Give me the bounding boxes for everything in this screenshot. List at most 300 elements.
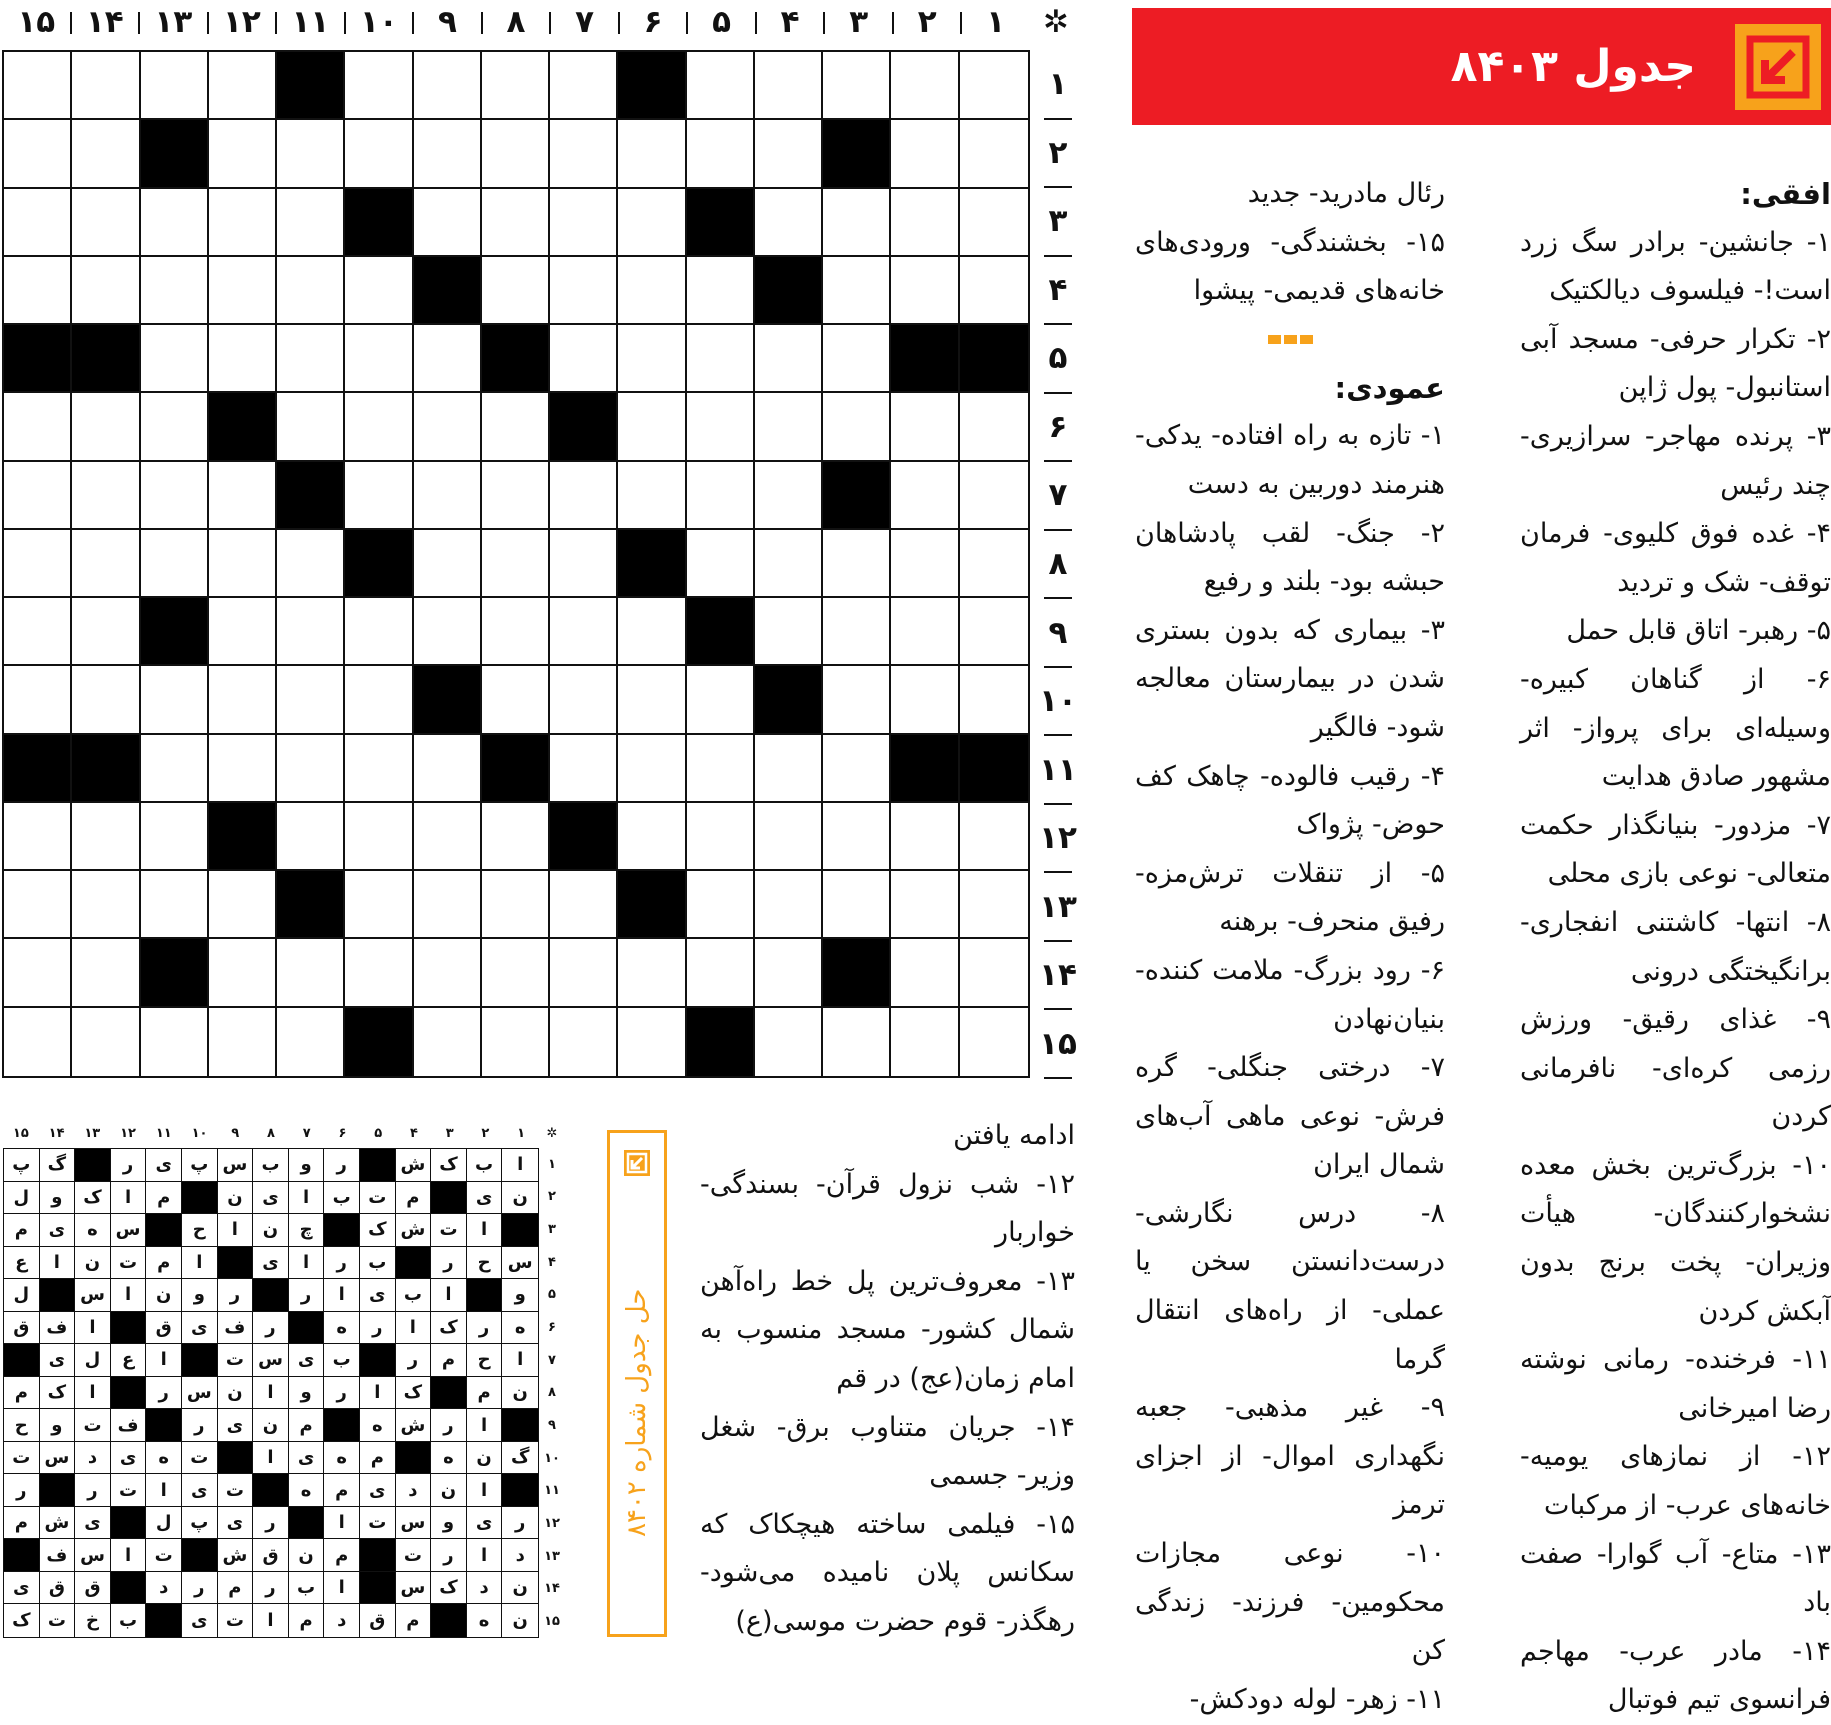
- grid-cell: [141, 52, 209, 120]
- grid-cell: [4, 120, 72, 188]
- column-number: ۱۱: [291, 4, 330, 40]
- solution-letter-cell: ر: [253, 1572, 289, 1605]
- grid-cell: [891, 1008, 959, 1076]
- row-number: ۱۱: [1039, 751, 1077, 788]
- grid-cell: [482, 871, 550, 939]
- grid-cell: [823, 189, 891, 257]
- grid-cell: [960, 530, 1028, 598]
- solution-letter-cell: م: [467, 1377, 503, 1410]
- solution-letter-cell: ت: [360, 1182, 396, 1215]
- solution-letter-cell: و: [40, 1182, 76, 1215]
- column-separator: [686, 12, 688, 34]
- grid-cell: [72, 598, 140, 666]
- solution-letter-cell: ه: [324, 1442, 360, 1475]
- solution-letter-cell: س: [111, 1214, 147, 1247]
- solution-corner-star: ✲: [546, 1125, 558, 1141]
- solution-letter-cell: ح: [4, 1409, 40, 1442]
- solution-row-number: ۱۰: [544, 1450, 560, 1466]
- grid-cell: [687, 666, 755, 734]
- solution-letter-cell: و: [182, 1279, 218, 1312]
- solution-letter-cell: ن: [502, 1604, 538, 1637]
- solution-letter-cell: ن: [467, 1442, 503, 1475]
- solution-letter-cell: ر: [467, 1312, 503, 1345]
- solution-black-cell: [289, 1312, 325, 1345]
- grid-cell: [960, 257, 1028, 325]
- row-number: ۱۵: [1039, 1025, 1077, 1062]
- grid-cell: [550, 530, 618, 598]
- clue-item: ۱۲- از نمازهای یومیه- خانه‌های عرب- از مرکبات: [1520, 1441, 1831, 1522]
- black-cell: [823, 462, 891, 530]
- crossword-row-header: [1040, 50, 1076, 1078]
- grid-cell: [618, 666, 686, 734]
- column-separator: [549, 12, 551, 34]
- solution-letter-cell: ا: [467, 1474, 503, 1507]
- row-number: ۳: [1048, 203, 1068, 240]
- grid-cell: [209, 598, 277, 666]
- grid-cell: [960, 52, 1028, 120]
- row-number: ۷: [1048, 477, 1068, 514]
- solution-letter-cell: ح: [467, 1247, 503, 1280]
- solution-black-cell: [111, 1312, 147, 1345]
- grid-cell: [687, 393, 755, 461]
- grid-cell: [960, 393, 1028, 461]
- grid-cell: [482, 939, 550, 1007]
- solution-column-number: ۱۰: [191, 1125, 208, 1141]
- grid-cell: [414, 871, 482, 939]
- clue-item: ۳- بیماری که بدون بستری شدن در بیمارستان معالجه شود- فالگیر: [1135, 614, 1445, 743]
- solution-letter-cell: ی: [4, 1572, 40, 1605]
- solution-letter-cell: ا: [324, 1507, 360, 1540]
- grid-cell: [4, 462, 72, 530]
- solution-letter-cell: ا: [467, 1214, 503, 1247]
- solution-black-cell: [360, 1572, 396, 1605]
- solution-letter-cell: ه: [324, 1312, 360, 1345]
- column-number: ۵: [712, 4, 732, 40]
- grid-cell: [72, 939, 140, 1007]
- arrow-down-left-icon: [623, 1149, 651, 1177]
- grid-cell: [550, 735, 618, 803]
- solution-black-cell: [324, 1409, 360, 1442]
- solution-row-number: ۹: [548, 1418, 556, 1434]
- horizontal-heading: افقی:: [1740, 177, 1831, 211]
- grid-cell: [345, 666, 413, 734]
- solution-row-number: ۱۲: [544, 1516, 560, 1532]
- black-cell: [414, 666, 482, 734]
- solution-letter-cell: ر: [502, 1507, 538, 1540]
- grid-cell: [72, 666, 140, 734]
- row-number: ۸: [1048, 545, 1068, 582]
- grid-cell: [72, 871, 140, 939]
- solution-letter-cell: ر: [431, 1539, 467, 1572]
- solution-column-header: [3, 1122, 563, 1144]
- black-cell: [618, 530, 686, 598]
- solution-black-cell: [111, 1377, 147, 1410]
- grid-cell: [277, 666, 345, 734]
- column-number: ۱۲: [222, 4, 261, 40]
- row-separator: [1044, 1077, 1072, 1079]
- column-separator: [70, 12, 72, 34]
- clue-item: ۱- تازه به راه افتاده- یدکی- هنرمند دوربین به دست: [1135, 420, 1445, 500]
- solution-letter-cell: ب: [324, 1344, 360, 1377]
- grid-cell: [345, 871, 413, 939]
- grid-cell: [414, 939, 482, 1007]
- grid-cell: [209, 325, 277, 393]
- solution-letter-cell: ن: [253, 1409, 289, 1442]
- grid-cell: [414, 735, 482, 803]
- solution-letter-cell: ی: [40, 1214, 76, 1247]
- grid-cell: [618, 735, 686, 803]
- solution-black-cell: [182, 1182, 218, 1215]
- separator-dots: [1135, 316, 1445, 364]
- grid-cell: [345, 939, 413, 1007]
- grid-cell: [755, 52, 823, 120]
- black-cell: [618, 52, 686, 120]
- solution-letter-cell: ا: [111, 1182, 147, 1215]
- black-cell: [891, 325, 959, 393]
- grid-cell: [891, 257, 959, 325]
- solution-letter-cell: ش: [40, 1507, 76, 1540]
- solution-letter-cell: ا: [75, 1312, 111, 1345]
- solution-letter-cell: ش: [218, 1539, 254, 1572]
- black-cell: [141, 120, 209, 188]
- solution-letter-cell: ر: [431, 1247, 467, 1280]
- black-cell: [482, 735, 550, 803]
- grid-cell: [277, 735, 345, 803]
- corner-star: ✲: [1043, 4, 1069, 40]
- black-cell: [345, 530, 413, 598]
- row-number: ۶: [1048, 408, 1068, 445]
- solution-black-cell: [4, 1344, 40, 1377]
- solution-black-cell: [360, 1539, 396, 1572]
- grid-cell: [687, 325, 755, 393]
- grid-cell: [209, 120, 277, 188]
- solution-black-cell: [182, 1344, 218, 1377]
- solution-black-cell: [289, 1507, 325, 1540]
- solution-letter-cell: ش: [396, 1409, 432, 1442]
- solution-letter-cell: ا: [146, 1474, 182, 1507]
- solution-letter-cell: م: [289, 1409, 325, 1442]
- clue-item: ۱- جانشین- برادر سگ زرد است!- فیلسوف دیالکتیک: [1520, 226, 1831, 307]
- solution-letter-cell: ن: [253, 1214, 289, 1247]
- black-cell: [4, 735, 72, 803]
- black-cell: [550, 803, 618, 871]
- grid-cell: [755, 530, 823, 598]
- grid-cell: [277, 1008, 345, 1076]
- solution-letter-cell: ا: [146, 1344, 182, 1377]
- grid-cell: [209, 462, 277, 530]
- solution-letter-cell: ه: [75, 1214, 111, 1247]
- solution-black-cell: [218, 1247, 254, 1280]
- solution-letter-cell: ب: [289, 1572, 325, 1605]
- grid-cell: [141, 666, 209, 734]
- grid-cell: [141, 189, 209, 257]
- solution-letter-cell: س: [182, 1377, 218, 1410]
- grid-cell: [891, 189, 959, 257]
- solution-letter-cell: ی: [218, 1409, 254, 1442]
- solution-letter-cell: ت: [111, 1474, 147, 1507]
- clue-item: ۱۰- بزرگ‌ترین بخش معده نشخوارکنندگان- هیأت وزیران- پخت برنج بدون آبکش کردن: [1520, 1149, 1831, 1327]
- solution-letter-cell: ت: [182, 1442, 218, 1475]
- grid-cell: [414, 325, 482, 393]
- grid-cell: [550, 257, 618, 325]
- grid-cell: [277, 120, 345, 188]
- grid-cell: [141, 530, 209, 598]
- solution-column-number: ۳: [445, 1125, 454, 1141]
- black-cell: [345, 1008, 413, 1076]
- black-cell: [482, 325, 550, 393]
- solution-black-cell: [360, 1149, 396, 1182]
- solution-black-cell: [111, 1507, 147, 1540]
- column-separator: [207, 12, 209, 34]
- solution-letter-cell: ی: [253, 1182, 289, 1215]
- grid-cell: [482, 666, 550, 734]
- black-cell: [960, 325, 1028, 393]
- black-cell: [277, 462, 345, 530]
- grid-cell: [823, 598, 891, 666]
- solution-letter-cell: ت: [40, 1604, 76, 1637]
- solution-black-cell: [40, 1279, 76, 1312]
- solution-letter-cell: ا: [324, 1572, 360, 1605]
- column-number: ۹: [437, 4, 457, 40]
- grid-cell: [891, 939, 959, 1007]
- grid-cell: [277, 393, 345, 461]
- clue-item: ۳- پرنده مهاجر- سرازیری- چند رئیس: [1520, 420, 1831, 501]
- black-cell: [550, 393, 618, 461]
- column-separator: [755, 12, 757, 34]
- column-separator: [138, 12, 140, 34]
- solution-letter-cell: م: [4, 1377, 40, 1410]
- row-number: ۱۰: [1039, 683, 1077, 720]
- horizontal-clue-list: [1520, 219, 1831, 1725]
- solution-letter-cell: ه: [467, 1604, 503, 1637]
- grid-cell: [4, 52, 72, 120]
- grid-cell: [345, 257, 413, 325]
- solution-black-cell: [431, 1377, 467, 1410]
- solution-letter-cell: س: [75, 1279, 111, 1312]
- solution-letter-cell: ا: [40, 1247, 76, 1280]
- grid-cell: [345, 120, 413, 188]
- grid-cell: [960, 939, 1028, 1007]
- grid-cell: [414, 462, 482, 530]
- grid-cell: [482, 462, 550, 530]
- grid-cell: [414, 189, 482, 257]
- column-number: ۱۳: [154, 4, 193, 40]
- column-number: ۱۴: [85, 4, 124, 40]
- solution-letter-cell: ب: [253, 1149, 289, 1182]
- solution-letter-cell: ح: [467, 1344, 503, 1377]
- solution-letter-cell: ا: [360, 1377, 396, 1410]
- solution-letter-cell: م: [4, 1507, 40, 1540]
- grid-cell: [755, 598, 823, 666]
- grid-cell: [482, 120, 550, 188]
- solution-black-cell: [502, 1409, 538, 1442]
- black-cell: [687, 598, 755, 666]
- grid-cell: [482, 1008, 550, 1076]
- clue-item: ۱۵- فیلمی ساخته هیچکاک که سکانس پلان نامیده می‌شود- رهگذر- قوم حضرت موسی(ع): [700, 1508, 1075, 1637]
- solution-black-cell: [502, 1214, 538, 1247]
- grid-cell: [209, 52, 277, 120]
- solution-column-number: ۱۳: [84, 1125, 101, 1141]
- clue-item: ۱۱- فرخنده- رمانی نوشته رضا امیرخانی: [1520, 1344, 1831, 1424]
- solution-column-number: ۲: [481, 1125, 490, 1141]
- solution-letter-cell: ر: [253, 1507, 289, 1540]
- solution-letter-cell: خ: [75, 1604, 111, 1637]
- black-cell: [891, 735, 959, 803]
- solution-letter-cell: د: [502, 1539, 538, 1572]
- grid-cell: [550, 666, 618, 734]
- grid-cell: [823, 871, 891, 939]
- solution-letter-cell: ا: [253, 1377, 289, 1410]
- grid-cell: [960, 1008, 1028, 1076]
- grid-cell: [550, 462, 618, 530]
- solution-black-cell: [4, 1539, 40, 1572]
- grid-cell: [414, 1008, 482, 1076]
- clue-item: ۱۱- زهر- لوله دودکش-: [1189, 1683, 1445, 1715]
- column-number: ۸: [506, 4, 526, 40]
- solution-black-cell: [431, 1604, 467, 1637]
- solution-letter-cell: ب: [467, 1149, 503, 1182]
- grid-cell: [209, 1008, 277, 1076]
- solution-letter-cell: و: [431, 1507, 467, 1540]
- grid-cell: [618, 393, 686, 461]
- black-cell: [755, 257, 823, 325]
- grid-cell: [72, 1008, 140, 1076]
- column-separator: [275, 12, 277, 34]
- column-separator: [481, 12, 483, 34]
- clue-item: ۲- جنگ- لقب پادشاهان حبشه بود- بلند و رفیع: [1135, 517, 1445, 598]
- vertical-clues-continuation: [700, 1112, 1075, 1654]
- solution-letter-cell: ر: [324, 1247, 360, 1280]
- solution-letter-cell: ه: [146, 1442, 182, 1475]
- clue-item: ۴- غده فوق کلیوی- فرمان توقف- شک و تردید: [1520, 518, 1831, 598]
- grid-cell: [72, 462, 140, 530]
- solution-letter-cell: ک: [75, 1182, 111, 1215]
- solution-letter-cell: ر: [324, 1377, 360, 1410]
- solution-black-cell: [40, 1474, 76, 1507]
- solution-letter-cell: ش: [396, 1149, 432, 1182]
- solution-letter-cell: م: [218, 1572, 254, 1605]
- solution-letter-cell: ت: [75, 1409, 111, 1442]
- clue-item: ادامه یافتن: [953, 1120, 1075, 1151]
- grid-cell: [891, 803, 959, 871]
- solution-column-number: ۱۴: [48, 1125, 65, 1141]
- black-cell: [755, 666, 823, 734]
- solution-row-number: ۱۳: [544, 1548, 560, 1564]
- grid-cell: [72, 52, 140, 120]
- solution-row-number: ۴: [548, 1254, 556, 1270]
- solution-letter-cell: ه: [289, 1474, 325, 1507]
- grid-cell: [4, 393, 72, 461]
- solution-row-number: ۸: [548, 1385, 556, 1401]
- solution-letter-cell: ت: [218, 1344, 254, 1377]
- clue-item: ۱۴- مادر عرب- مهاجم فرانسوی تیم فوتبال: [1520, 1635, 1831, 1716]
- clue-item: ۶- از گناهان کبیره- وسیله‌ای برای پرواز- اثر مشهور صادق هدایت: [1520, 663, 1831, 793]
- solution-letter-cell: ه: [502, 1312, 538, 1345]
- solution-grid: [3, 1148, 539, 1638]
- grid-cell: [823, 52, 891, 120]
- solution-letter-cell: ر: [182, 1572, 218, 1605]
- solution-letter-cell: ل: [4, 1279, 40, 1312]
- solution-letter-cell: ی: [146, 1149, 182, 1182]
- solution-black-cell: [146, 1604, 182, 1637]
- column-number: ۱: [986, 4, 1006, 40]
- clue-item: ۷- مزدور- بنیانگذار حکمت متعالی- نوعی بازی محلی: [1520, 809, 1831, 890]
- vertical-clue-list: [1135, 412, 1445, 1724]
- grid-cell: [141, 1008, 209, 1076]
- solution-letter-cell: ک: [431, 1312, 467, 1345]
- crossword-grid: [2, 50, 1030, 1078]
- solution-letter-cell: ا: [75, 1377, 111, 1410]
- row-number: ۱: [1048, 66, 1068, 103]
- solution-black-cell: [431, 1182, 467, 1215]
- solution-letter-cell: ک: [431, 1149, 467, 1182]
- grid-cell: [482, 393, 550, 461]
- solution-column-number: ۱۵: [12, 1125, 29, 1141]
- grid-cell: [414, 598, 482, 666]
- solution-letter-cell: ا: [218, 1214, 254, 1247]
- arrow-down-left-icon: [1735, 24, 1821, 110]
- column-number: ۱۰: [360, 4, 398, 40]
- grid-cell: [345, 462, 413, 530]
- row-number: ۲: [1048, 134, 1068, 171]
- solution-row-number: ۱۵: [544, 1614, 560, 1630]
- solution-letter-cell: ق: [146, 1312, 182, 1345]
- solution-letter-cell: ی: [218, 1507, 254, 1540]
- grid-cell: [550, 939, 618, 1007]
- grid-cell: [755, 735, 823, 803]
- solution-black-cell: [467, 1279, 503, 1312]
- solution-letter-cell: ا: [111, 1279, 147, 1312]
- solution-letter-cell: ا: [324, 1279, 360, 1312]
- solution-column-number: ۱: [517, 1125, 526, 1141]
- solution-letter-cell: ا: [396, 1312, 432, 1345]
- clue-item: ۴- رقیب فالوده- چاهک کف حوض- پژواک: [1135, 760, 1445, 841]
- solution-row-number: ۲: [548, 1189, 556, 1205]
- solution-letter-cell: س: [396, 1572, 432, 1605]
- solution-letter-cell: ق: [4, 1312, 40, 1345]
- solution-row-number: ۳: [548, 1222, 556, 1238]
- grid-cell: [4, 598, 72, 666]
- solution-black-cell: [396, 1442, 432, 1475]
- solution-black-cell: [218, 1442, 254, 1475]
- row-number: ۴: [1048, 271, 1068, 308]
- solution-letter-cell: ل: [4, 1182, 40, 1215]
- grid-cell: [755, 871, 823, 939]
- clue-item: ۱۴- جریان متناوب برق- شغل وزیر- جسمی: [700, 1411, 1075, 1492]
- clue-item: ۱۲- شب نزول قرآن- بسندگی- خواربار: [700, 1168, 1075, 1249]
- row-number: ۱۴: [1039, 957, 1077, 994]
- black-cell: [414, 257, 482, 325]
- solution-letter-cell: ا: [467, 1539, 503, 1572]
- solution-letter-cell: م: [324, 1539, 360, 1572]
- grid-cell: [141, 735, 209, 803]
- solution-letter-cell: ک: [396, 1377, 432, 1410]
- column-number: ۴: [780, 4, 800, 40]
- grid-cell: [72, 189, 140, 257]
- grid-cell: [277, 530, 345, 598]
- solution-letter-cell: د: [324, 1604, 360, 1637]
- grid-cell: [755, 189, 823, 257]
- solution-letter-cell: ف: [40, 1539, 76, 1572]
- clue-item: ۱۳- متاع- آب گوارا- صفت باد: [1520, 1538, 1831, 1619]
- clue-item: ۱۰- نوعی مجازات محکومین- فرزند- زندگی کن: [1135, 1538, 1445, 1667]
- grid-cell: [823, 393, 891, 461]
- grid-cell: [891, 530, 959, 598]
- solution-letter-cell: د: [396, 1474, 432, 1507]
- solution-letter-cell: ن: [431, 1474, 467, 1507]
- grid-cell: [755, 939, 823, 1007]
- grid-cell: [687, 939, 755, 1007]
